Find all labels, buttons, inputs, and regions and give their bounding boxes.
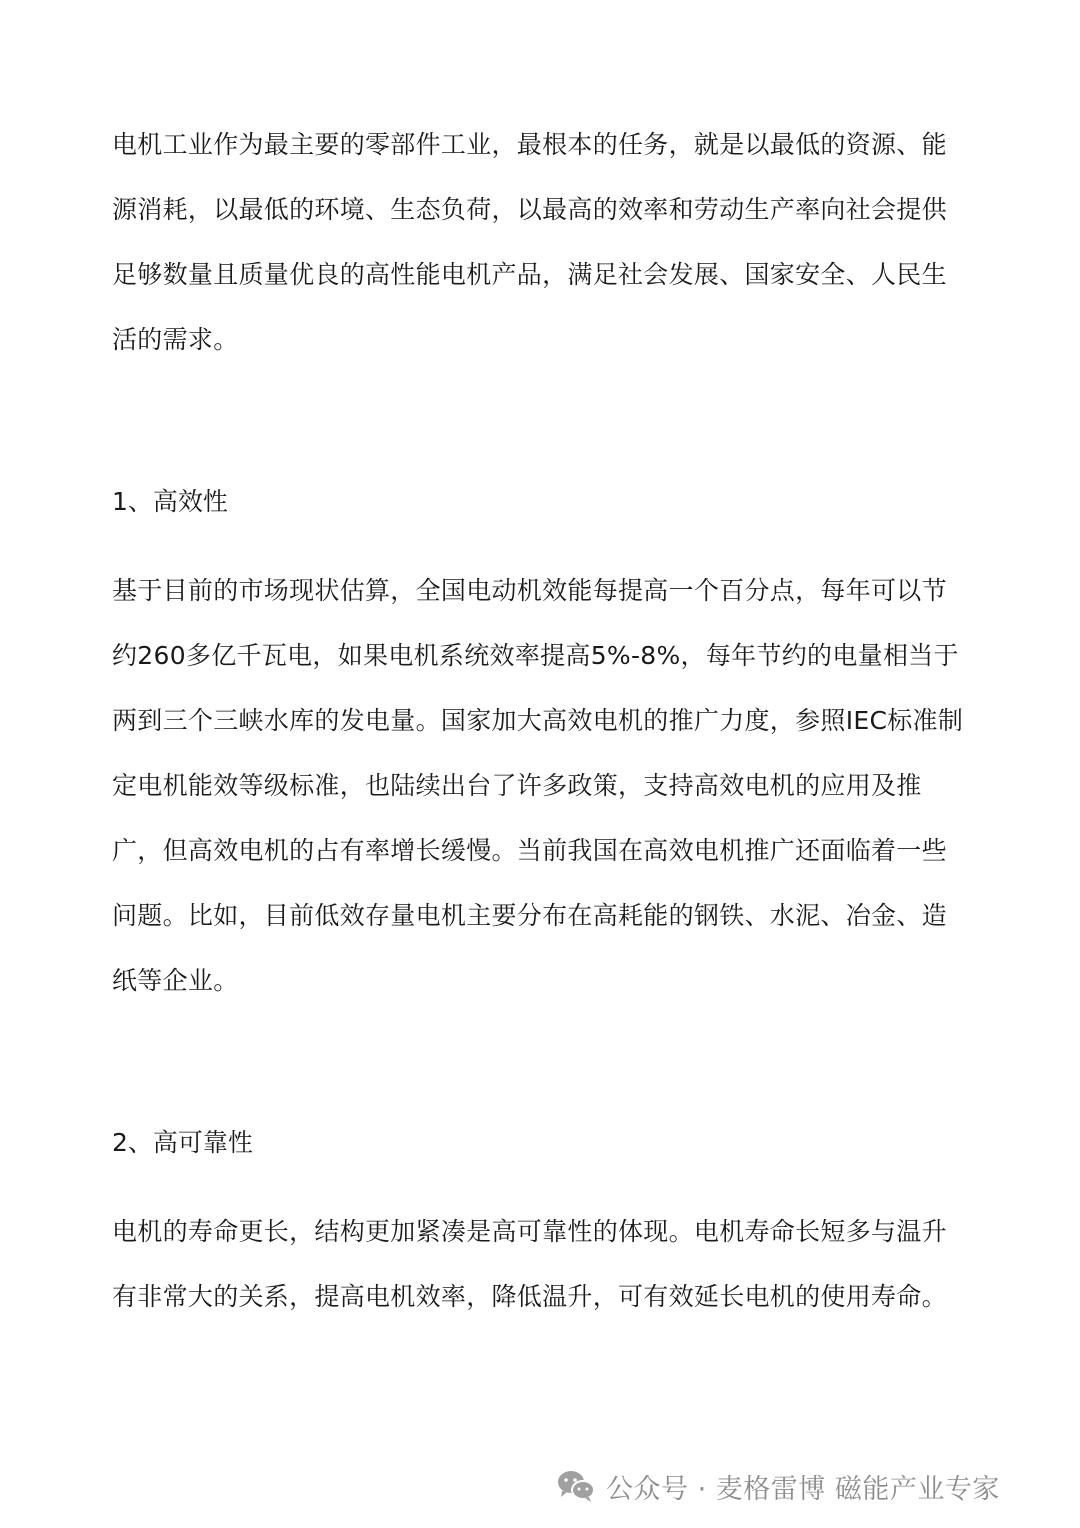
section-body-reliability: 电机的寿命更长，结构更加紧凑是高可靠性的体现。电机寿命长短多与温升有非常大的关系，提高电机效率，降低温升，可有效延长电机的使用寿命。 [112, 1217, 947, 1311]
section-body-efficiency: 基于目前的市场现状估算，全国电动机效能每提高一个百分点，每年可以节约260多亿千瓦电，如果电机系统效率提高5%-8%，每年节约的电量相当于两到三个三峡水库的发电量。国家加大高效电机的推广力度，参照IEC标准制定电机能效等级标准，也陆续出台了许多政策，支持高效电机的应用及推广，但高效电机的占有率增长缓慢。当前我国在高效电机推广还面临着一些问题。比如，目前低效存量电机主要分布在高耗能的钢铁、水泥、冶金、造纸等企业。 [112, 576, 964, 995]
section-heading-efficiency: 1、高效性 [112, 487, 228, 516]
wechat-watermark [556, 1460, 1000, 1512]
article-body [112, 112, 968, 1329]
intro-paragraph: 电机工业作为最主要的零部件工业，最根本的任务，就是以最低的资源、能源消耗，以最低的环境、生态负荷，以最高的效率和劳动生产率向社会提供足够数量且质量优良的高性能电机产品，满足社会发展、国家安全、人民生活的需求。 [112, 130, 947, 354]
wechat-icon [556, 1469, 596, 1503]
watermark-text: 公众号 · 麦格雷博 磁能产业专家 [606, 1473, 1000, 1505]
section-heading-reliability: 2、高可靠性 [112, 1128, 253, 1157]
